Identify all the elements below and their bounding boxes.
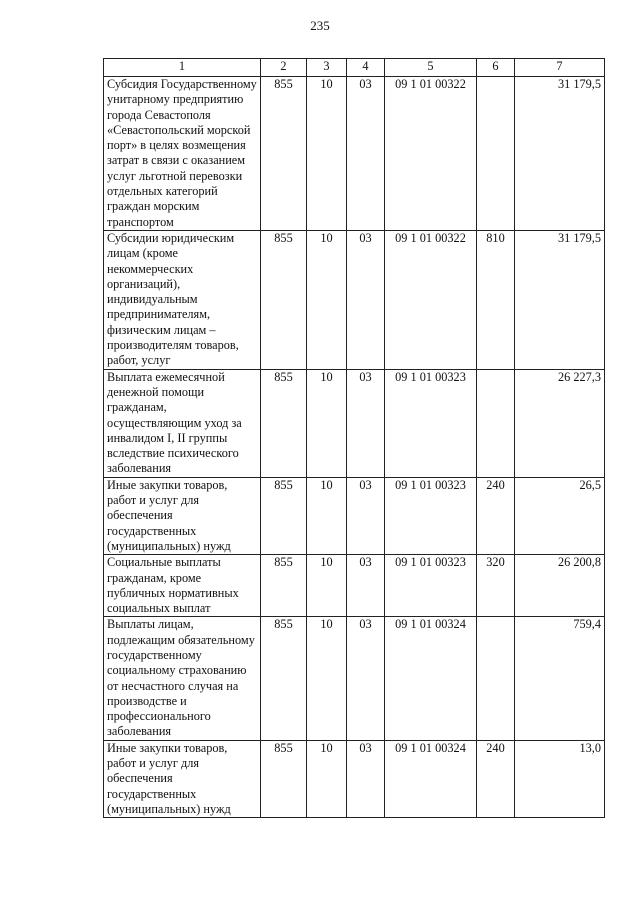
expense-type-code: 240 — [477, 740, 515, 817]
amount: 759,4 — [515, 617, 605, 740]
target-code: 09 1 01 00323 — [385, 555, 477, 617]
amount: 31 179,5 — [515, 230, 605, 369]
section-code: 10 — [307, 77, 347, 231]
amount: 26,5 — [515, 477, 605, 554]
expense-type-code — [477, 617, 515, 740]
table-row — [104, 555, 605, 617]
expense-type-code: 240 — [477, 477, 515, 554]
ministry-code: 855 — [261, 477, 307, 554]
amount: 26 200,8 — [515, 555, 605, 617]
ministry-code: 855 — [261, 555, 307, 617]
page-number: 235 — [310, 18, 330, 33]
subsection-code: 03 — [347, 555, 385, 617]
expense-name: Субсидии юридическим лицам (кроме некоммерческих организаций), индивидуальным предпринимателям, физическим лицам – производителям товаров, работ, услуг — [104, 230, 261, 369]
table-row — [104, 740, 605, 817]
expense-name: Выплата ежемесячной денежной помощи гражданам, осуществляющим уход за инвалидом I, II группы вследствие психического заболевания — [104, 369, 261, 477]
column-header: 1 — [104, 59, 261, 77]
table-row — [104, 230, 605, 369]
budget-table — [103, 58, 605, 818]
target-code: 09 1 01 00324 — [385, 740, 477, 817]
table-row — [104, 369, 605, 477]
column-header: 3 — [307, 59, 347, 77]
ministry-code: 855 — [261, 369, 307, 477]
subsection-code: 03 — [347, 369, 385, 477]
subsection-code: 03 — [347, 477, 385, 554]
amount: 31 179,5 — [515, 77, 605, 231]
subsection-code: 03 — [347, 740, 385, 817]
expense-name: Иные закупки товаров, работ и услуг для обеспечения государственных (муниципальных) нужд — [104, 740, 261, 817]
target-code: 09 1 01 00323 — [385, 369, 477, 477]
column-header: 7 — [515, 59, 605, 77]
expense-name: Социальные выплаты гражданам, кроме публичных нормативных социальных выплат — [104, 555, 261, 617]
column-header: 6 — [477, 59, 515, 77]
amount: 26 227,3 — [515, 369, 605, 477]
table-row — [104, 617, 605, 740]
target-code: 09 1 01 00322 — [385, 77, 477, 231]
expense-name: Иные закупки товаров, работ и услуг для обеспечения государственных (муниципальных) нужд — [104, 477, 261, 554]
column-header: 5 — [385, 59, 477, 77]
expense-name: Субсидия Государственному унитарному предприятию города Севастополя «Севастопольский морской порт» в целях возмещения затрат в связи с оказанием услуг льготной перевозки отдельных категорий граждан морским транспортом — [104, 77, 261, 231]
section-code: 10 — [307, 617, 347, 740]
ministry-code: 855 — [261, 77, 307, 231]
expense-type-code — [477, 369, 515, 477]
section-code: 10 — [307, 555, 347, 617]
subsection-code: 03 — [347, 230, 385, 369]
column-header: 2 — [261, 59, 307, 77]
target-code: 09 1 01 00324 — [385, 617, 477, 740]
ministry-code: 855 — [261, 617, 307, 740]
expense-type-code — [477, 77, 515, 231]
table-row — [104, 77, 605, 231]
section-code: 10 — [307, 369, 347, 477]
header-row — [104, 59, 605, 77]
ministry-code: 855 — [261, 230, 307, 369]
expense-type-code: 810 — [477, 230, 515, 369]
column-header: 4 — [347, 59, 385, 77]
table-row — [104, 477, 605, 554]
subsection-code: 03 — [347, 617, 385, 740]
section-code: 10 — [307, 477, 347, 554]
section-code: 10 — [307, 230, 347, 369]
amount: 13,0 — [515, 740, 605, 817]
target-code: 09 1 01 00322 — [385, 230, 477, 369]
expense-name: Выплаты лицам, подлежащим обязательному государственному социальному страхованию от несчастного случая на производстве и профессионального заболевания — [104, 617, 261, 740]
section-code: 10 — [307, 740, 347, 817]
ministry-code: 855 — [261, 740, 307, 817]
expense-type-code: 320 — [477, 555, 515, 617]
target-code: 09 1 01 00323 — [385, 477, 477, 554]
subsection-code: 03 — [347, 77, 385, 231]
